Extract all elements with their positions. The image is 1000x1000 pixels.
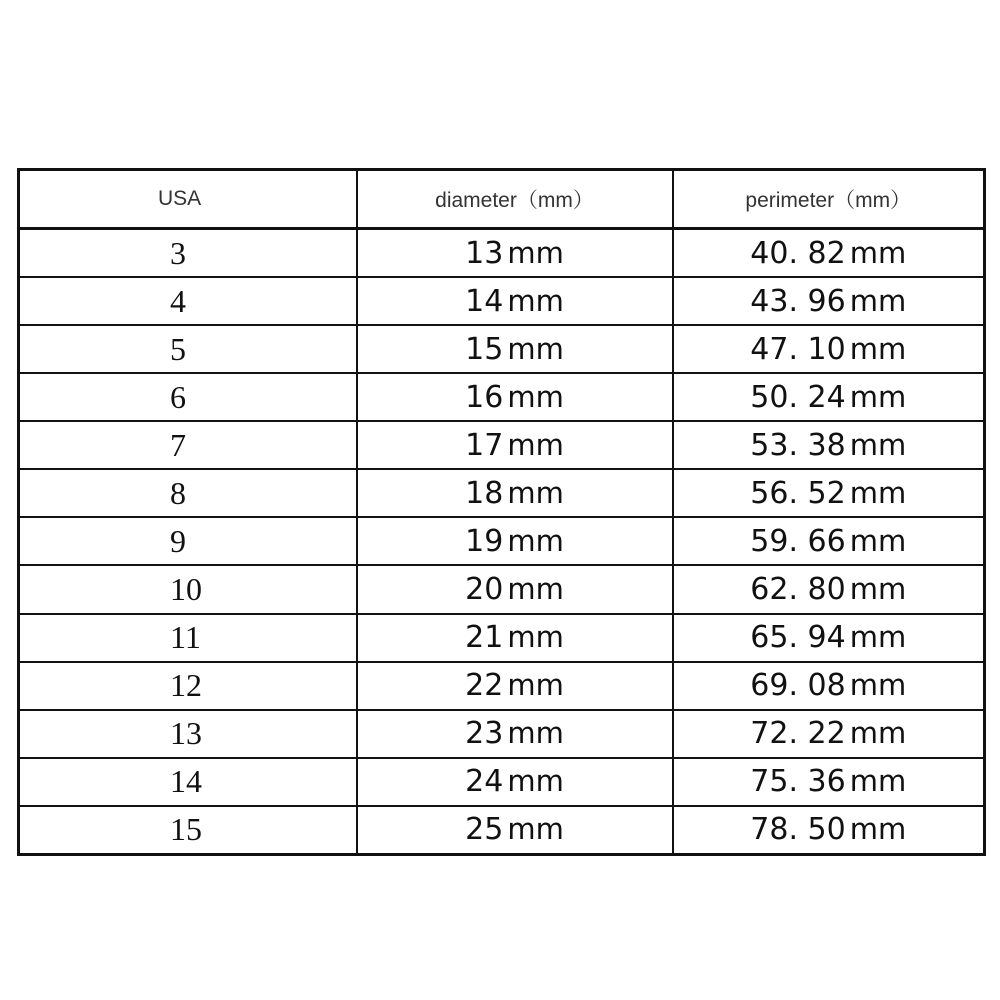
diameter-value: 24 bbox=[465, 764, 504, 800]
usa-size-cell: 7 bbox=[19, 421, 357, 469]
diameter-cell bbox=[357, 517, 673, 565]
perimeter-cell bbox=[673, 277, 985, 325]
perimeter-value: 50. 24 bbox=[750, 379, 846, 415]
perimeter-cell bbox=[673, 758, 985, 806]
usa-size-cell: 8 bbox=[19, 469, 357, 517]
perimeter-cell bbox=[673, 229, 985, 278]
table-row bbox=[19, 806, 985, 855]
perimeter-cell bbox=[673, 662, 985, 710]
perimeter-cell bbox=[673, 421, 985, 469]
perimeter-value: 69. 08 bbox=[750, 668, 846, 704]
perimeter-unit: mm bbox=[849, 571, 907, 606]
table-row bbox=[19, 373, 985, 421]
diameter-cell bbox=[357, 806, 673, 855]
diameter-value: 14 bbox=[465, 283, 504, 319]
perimeter-cell bbox=[673, 806, 985, 855]
diameter-unit: mm bbox=[507, 523, 564, 558]
perimeter-cell bbox=[673, 373, 985, 421]
diameter-unit: mm bbox=[507, 571, 564, 606]
diameter-cell bbox=[357, 565, 673, 613]
usa-size-cell: 13 bbox=[19, 710, 357, 758]
perimeter-cell bbox=[673, 469, 985, 517]
diameter-cell bbox=[357, 469, 673, 517]
usa-size-cell: 10 bbox=[19, 565, 357, 613]
perimeter-cell bbox=[673, 325, 985, 373]
perimeter-value: 62. 80 bbox=[750, 571, 846, 607]
diameter-unit: mm bbox=[507, 764, 564, 799]
diameter-value: 15 bbox=[465, 331, 504, 367]
perimeter-value: 43. 96 bbox=[750, 283, 846, 319]
table-row bbox=[19, 614, 985, 662]
diameter-cell bbox=[357, 421, 673, 469]
perimeter-unit: mm bbox=[849, 379, 907, 414]
diameter-cell bbox=[357, 325, 673, 373]
usa-size-cell: 6 bbox=[19, 373, 357, 421]
perimeter-cell bbox=[673, 565, 985, 613]
table-row bbox=[19, 325, 985, 373]
diameter-cell bbox=[357, 710, 673, 758]
diameter-cell bbox=[357, 758, 673, 806]
perimeter-value: 59. 66 bbox=[750, 523, 846, 559]
diameter-unit: mm bbox=[507, 812, 564, 847]
diameter-unit: mm bbox=[507, 716, 564, 751]
perimeter-unit: mm bbox=[849, 427, 907, 462]
perimeter-value: 56. 52 bbox=[750, 475, 846, 511]
table-header bbox=[19, 170, 985, 229]
diameter-cell bbox=[357, 662, 673, 710]
diameter-column-header: diameter（mm） bbox=[357, 170, 673, 229]
perimeter-column-header: perimeter（mm） bbox=[673, 170, 985, 229]
usa-size-cell: 3 bbox=[19, 229, 357, 278]
diameter-unit: mm bbox=[507, 668, 564, 703]
ring-size-table bbox=[17, 168, 986, 856]
perimeter-unit: mm bbox=[849, 668, 907, 703]
header-row bbox=[19, 170, 985, 229]
perimeter-cell bbox=[673, 614, 985, 662]
table-row bbox=[19, 662, 985, 710]
diameter-value: 25 bbox=[465, 812, 504, 848]
diameter-cell bbox=[357, 373, 673, 421]
perimeter-value: 40. 82 bbox=[750, 235, 846, 271]
table-body bbox=[19, 229, 985, 855]
diameter-unit: mm bbox=[507, 427, 564, 462]
perimeter-value: 78. 50 bbox=[750, 812, 846, 848]
diameter-unit: mm bbox=[507, 620, 564, 655]
diameter-unit: mm bbox=[507, 379, 564, 414]
perimeter-unit: mm bbox=[849, 620, 907, 655]
usa-size-cell: 14 bbox=[19, 758, 357, 806]
usa-size-cell: 4 bbox=[19, 277, 357, 325]
diameter-value: 20 bbox=[465, 571, 504, 607]
table-row bbox=[19, 710, 985, 758]
usa-size-cell: 5 bbox=[19, 325, 357, 373]
table-row bbox=[19, 421, 985, 469]
perimeter-unit: mm bbox=[849, 283, 907, 318]
diameter-value: 18 bbox=[465, 475, 504, 511]
table-row bbox=[19, 277, 985, 325]
diameter-value: 13 bbox=[465, 235, 504, 271]
diameter-value: 21 bbox=[465, 620, 504, 656]
usa-size-cell: 11 bbox=[19, 614, 357, 662]
diameter-value: 16 bbox=[465, 379, 504, 415]
diameter-value: 22 bbox=[465, 668, 504, 704]
perimeter-unit: mm bbox=[849, 475, 907, 510]
diameter-unit: mm bbox=[507, 283, 564, 318]
perimeter-cell bbox=[673, 710, 985, 758]
usa-size-cell: 15 bbox=[19, 806, 357, 855]
table-row bbox=[19, 517, 985, 565]
perimeter-value: 47. 10 bbox=[750, 331, 846, 367]
diameter-value: 23 bbox=[465, 716, 504, 752]
diameter-cell bbox=[357, 614, 673, 662]
diameter-unit: mm bbox=[507, 475, 564, 510]
perimeter-cell bbox=[673, 517, 985, 565]
perimeter-unit: mm bbox=[849, 764, 907, 799]
table-row bbox=[19, 565, 985, 613]
usa-size-cell: 12 bbox=[19, 662, 357, 710]
diameter-unit: mm bbox=[507, 331, 564, 366]
perimeter-value: 53. 38 bbox=[750, 427, 846, 463]
diameter-value: 17 bbox=[465, 427, 504, 463]
perimeter-unit: mm bbox=[849, 331, 907, 366]
perimeter-value: 75. 36 bbox=[750, 764, 846, 800]
perimeter-unit: mm bbox=[849, 716, 907, 751]
perimeter-value: 65. 94 bbox=[750, 620, 846, 656]
diameter-cell bbox=[357, 229, 673, 278]
table-row bbox=[19, 469, 985, 517]
diameter-value: 19 bbox=[465, 523, 504, 559]
perimeter-value: 72. 22 bbox=[750, 716, 846, 752]
perimeter-unit: mm bbox=[849, 235, 907, 270]
table-row bbox=[19, 758, 985, 806]
usa-size-cell: 9 bbox=[19, 517, 357, 565]
perimeter-unit: mm bbox=[849, 812, 907, 847]
diameter-cell bbox=[357, 277, 673, 325]
diameter-unit: mm bbox=[507, 235, 564, 270]
usa-column-header: USA bbox=[19, 170, 357, 229]
table-row bbox=[19, 229, 985, 278]
perimeter-unit: mm bbox=[849, 523, 907, 558]
